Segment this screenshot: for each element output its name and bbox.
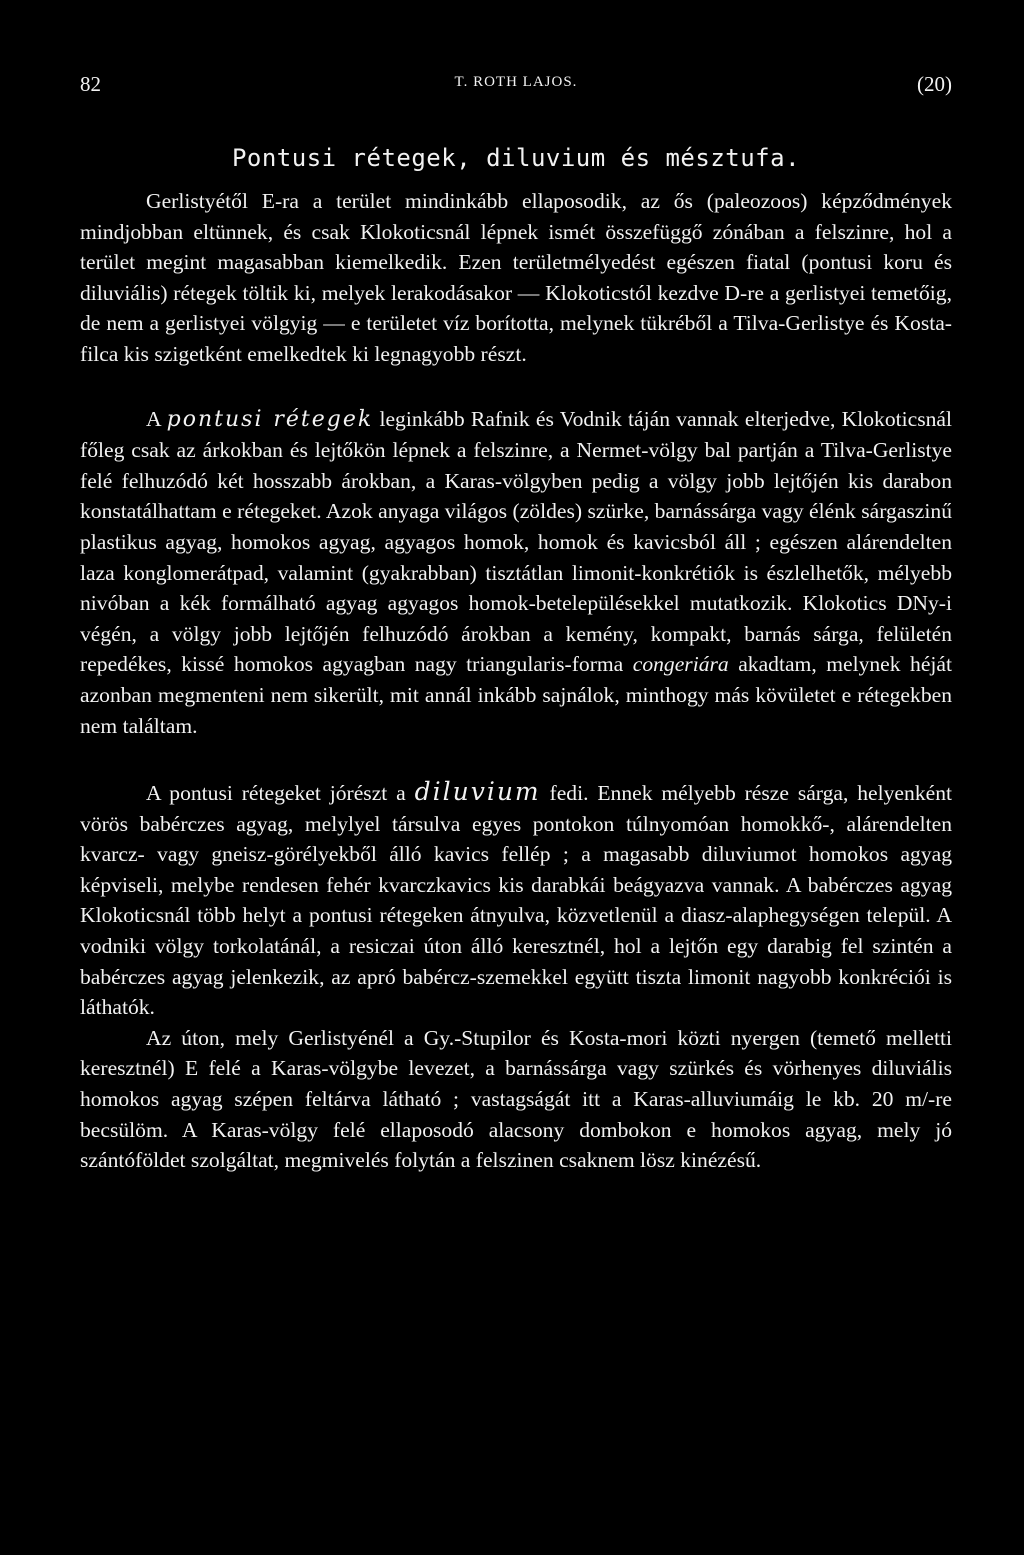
paragraph-2: [80, 404, 952, 742]
p2-emphasis-pontusi: pontusi rétegek: [166, 406, 374, 432]
p3-emphasis-diluvium: diluvium: [414, 777, 541, 807]
paragraph-3: [80, 777, 952, 1023]
paragraph-1: Gerlistyétől E-ra a terület mindinkább ellaposodik, az ős (paleozoos) képződmények mindjobban eltünnek, és csak Klokoticsnál lépnek ismét összefüggő zónában a felszinre, hol a terület megint magasabban kiemelkedik. Ezen területmélyedést egészen fiatal (pontusi koru és diluviális) rétegek töltik ki, melyek lerakodásakor — Klokoticstól kezdve D-re a gerlistyei temetőig, de nem a gerlistyei völgyig — e területet víz borította, melynek tükréből a Tilva-Gerlistye és Kosta-filca kis szigetként emelkedtek ki legnagyobb részt.: [80, 189, 952, 366]
p2-emphasis-congeria: congeriára: [632, 652, 729, 677]
sheet-number: (20): [917, 72, 952, 96]
paragraph-4: Az úton, mely Gerlistyénél a Gy.-Stupilor és Kosta-mori közti nyergen (temető melletti keresztnél) E felé a Karas-völgybe levezet, a barnássárga vagy szürkés és vörhenyes diluviális homokos agyag szépen feltárva látható ; vastagságát itt a Karas-alluviumáig le kb. 20 m/-re becsülöm. A Karas-völgy felé ellaposodó alacsony dombokon e homokos agyag, mely jó szántóföldet szolgáltat, megmivelés folytán a felszinen csaknem lösz kinézésű.: [80, 1025, 952, 1173]
p2-text-c: akadtam, melynek héját azonban megmenteni nem sikerült, mit annál inkább sajnálok, minthogy más kövületet e rétegekben nem találtam.: [80, 652, 952, 738]
p2-text-a: A: [146, 406, 167, 431]
p3-text-b: fedi. Ennek mélyebb része sárga, helyenként vörös babérczes agyag, melylyel társulva egyes pontokon túlnyomóan homokkő-, alárendelten kvarcz- vagy gneisz-görélyekből álló kavics fellép ; a magasabb diluviumot homokos agyag képviseli, melybe rendesen fehér kvarczkavics kis darabkái beágyazva vannak. A babérczes agyag Klokoticsnál több helyt a pontusi rétegeken átnyulva, közvetlenül a diasz-alaphegységen települ. A vodniki völgy torkolatánál, a resiczai úton álló keresztnél, hol a lejtőn egy darabig fel szintén a babérczes agyag jelenkezik, az apró babércz-szemekkel együtt tiszta limonit nagyobb konkréciói is láthatók.: [80, 781, 952, 1020]
running-header: [80, 62, 952, 102]
page: [80, 62, 952, 1176]
p3-text-a: A pontusi rétegeket jórészt a: [146, 781, 415, 806]
running-head-author: T. ROTH LAJOS.: [454, 74, 578, 90]
p2-text-b: leginkább Rafnik és Vodnik táján vannak elterjedve, Klokoticsnál főleg csak az árkokban és lejtőkön lépnek a felszinre, a Nermet-völgy bal partján a Tilva-Gerlistye felé felhuzódó két hosszabb árokban, a Karas-völgyben pedig a völgy jobb lejtőjén kis darabon konstatálhattam e rétegeket. Azok anyaga világos (zöldes) szürke, barnássárga vagy élénk sárgaszinű plastikus agyag, homokos agyag, agyagos homok, homok és kavicsból áll ; egészen alárendelten laza konglomerátpad, valamint (gyakrabban) tisztátlan limonit-konkrétiók is észlelhetők, mélyebb nivóban a kék formálható agyag agyagos homok-betelepülésekkel mutatkozik. Klokotics DNy-i végén, a völgy jobb lejtőjén felhuzódó árokban a kemény, kompakt, barnás sárga, felületén repedékes, kissé homokos agyagban nagy triangularis-forma: [80, 406, 952, 677]
page-number: 82: [80, 72, 101, 96]
section-title: Pontusi rétegek, diluvium és mésztufa.: [231, 144, 801, 172]
